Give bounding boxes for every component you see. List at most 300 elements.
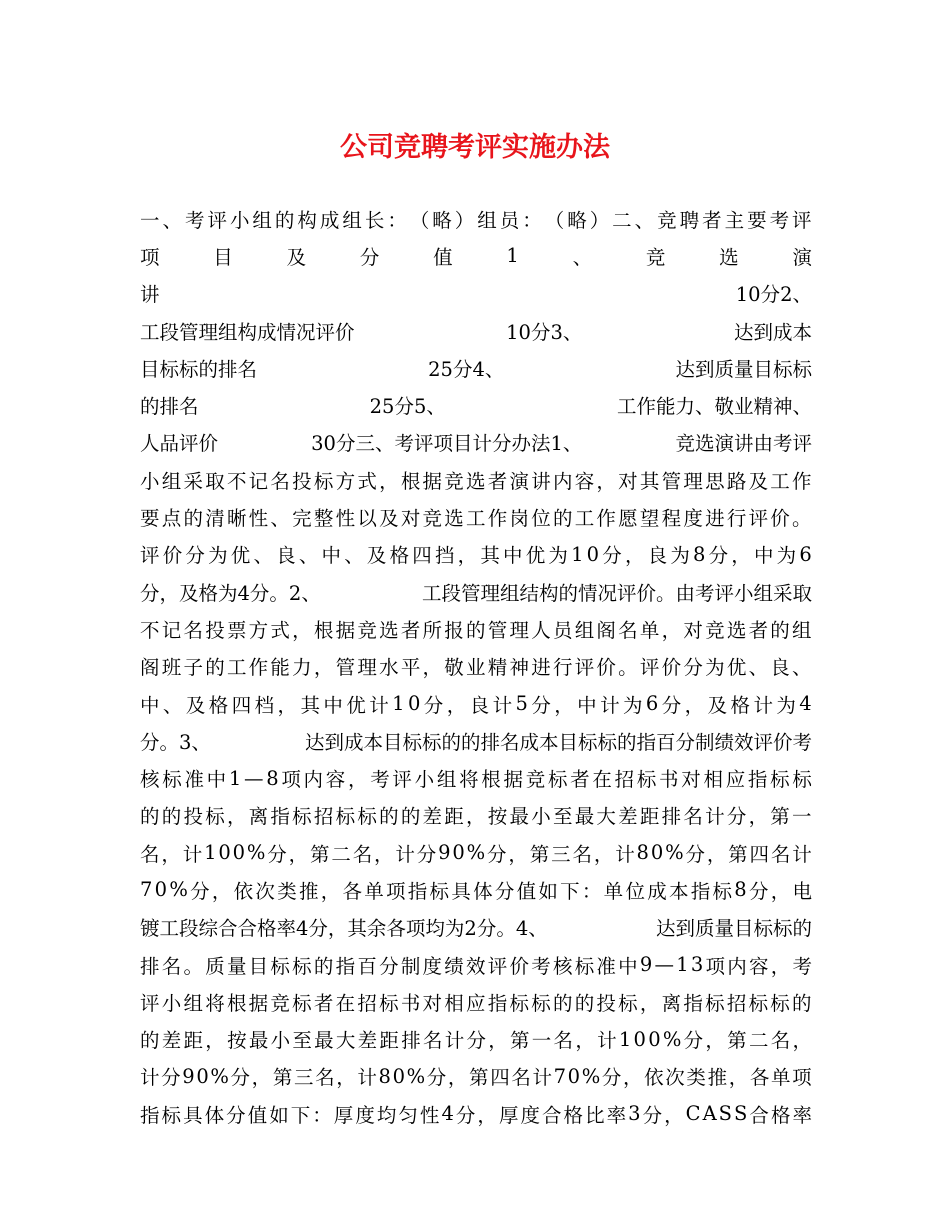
body-char: 考 bbox=[769, 208, 790, 232]
body-char: 四 bbox=[490, 1066, 510, 1090]
body-char: 0 bbox=[218, 841, 231, 865]
body-char: 最 bbox=[248, 1029, 269, 1053]
body-char: 百 bbox=[357, 954, 377, 978]
body-char: 计 bbox=[600, 693, 620, 717]
body-line bbox=[140, 871, 812, 908]
body-char: 项 bbox=[281, 768, 301, 792]
body-char: 其 bbox=[639, 469, 660, 493]
body-char: 名 bbox=[511, 1066, 531, 1090]
body-char: ， bbox=[508, 842, 528, 866]
body-char: 1 bbox=[618, 1027, 632, 1051]
body-char: 能 bbox=[270, 656, 290, 680]
document-body bbox=[140, 200, 812, 1132]
body-line bbox=[140, 685, 812, 722]
body-char: 书 bbox=[659, 768, 679, 792]
body-line bbox=[140, 946, 812, 983]
body-char: 具 bbox=[183, 1103, 203, 1127]
body-char: 招 bbox=[357, 991, 377, 1015]
body-char: 者 bbox=[400, 618, 421, 642]
body-char: 及 bbox=[707, 693, 728, 717]
body-char: 评 bbox=[748, 507, 769, 531]
body-char: 名 bbox=[270, 469, 290, 493]
body-char: 组 bbox=[183, 991, 203, 1015]
body-char: 大 bbox=[335, 1029, 356, 1053]
body-line bbox=[140, 237, 812, 274]
body-char: % bbox=[665, 841, 684, 865]
body-char: ， bbox=[288, 842, 309, 866]
body-char: 选 bbox=[726, 618, 747, 642]
body-char: 距 bbox=[379, 1029, 399, 1053]
body-char: 标 bbox=[379, 991, 399, 1015]
body-char: 分 bbox=[601, 1066, 622, 1090]
body-char: ： bbox=[522, 208, 542, 232]
body-char: 大 bbox=[596, 805, 616, 829]
body-char: 一 bbox=[531, 1029, 552, 1053]
body-char: 分 bbox=[683, 656, 703, 680]
body-char: 、 bbox=[748, 656, 769, 680]
body-char: 差 bbox=[618, 805, 638, 829]
body-line bbox=[140, 536, 812, 573]
body-char: 以 bbox=[357, 507, 377, 531]
body-char: 中 bbox=[321, 544, 342, 568]
body-char: 理 bbox=[509, 618, 529, 642]
body-char: 至 bbox=[292, 1029, 312, 1053]
body-char: 合 bbox=[749, 1103, 769, 1127]
body-segment: 竞 bbox=[645, 245, 666, 269]
body-char: 项 bbox=[705, 954, 726, 978]
body-char: 。 bbox=[618, 656, 638, 680]
body-char: 者 bbox=[570, 768, 590, 792]
body-char: 1 bbox=[204, 841, 217, 865]
body-char: 名 bbox=[572, 842, 592, 866]
body-char: 讲 bbox=[531, 469, 551, 493]
body-char: 的 bbox=[205, 656, 225, 680]
body-char: 标 bbox=[531, 991, 551, 1015]
body-char: 投 bbox=[205, 618, 225, 642]
body-char: 其 bbox=[480, 544, 500, 568]
body-char: 价 bbox=[596, 656, 616, 680]
body-char: 计 bbox=[615, 842, 635, 866]
body-char: 组 bbox=[792, 618, 812, 642]
body-char: 3 bbox=[628, 1102, 641, 1126]
body-char: 分 bbox=[494, 879, 515, 903]
body-char: 、 bbox=[634, 208, 655, 232]
body-char: 标 bbox=[292, 991, 312, 1015]
body-char: 位 bbox=[531, 507, 551, 531]
body-char: 格 bbox=[208, 693, 229, 717]
body-char: 作 bbox=[248, 656, 269, 680]
body-char: 主 bbox=[724, 208, 745, 232]
body-char: 的 bbox=[770, 618, 790, 642]
body-char: 如 bbox=[538, 879, 558, 903]
body-char: 指 bbox=[747, 768, 768, 792]
body-line bbox=[140, 424, 812, 461]
body-char: 项 bbox=[386, 879, 406, 903]
body-line bbox=[140, 498, 812, 535]
body-char: 目 bbox=[248, 954, 269, 978]
body-char: 标 bbox=[357, 805, 377, 829]
body-char: ， bbox=[623, 1066, 643, 1090]
body-char: 、 bbox=[162, 208, 182, 232]
body-char: 所 bbox=[422, 618, 443, 642]
body-char: 0 bbox=[392, 1064, 405, 1088]
body-char: 分 bbox=[190, 879, 210, 903]
body-char: 值 bbox=[247, 1103, 268, 1127]
body-char: 小 bbox=[531, 805, 551, 829]
body-char: 项 bbox=[792, 1066, 812, 1090]
body-char: 准 bbox=[184, 768, 204, 792]
body-char: 标 bbox=[636, 768, 657, 792]
body-char: 0 bbox=[196, 1064, 209, 1088]
body-char: 二 bbox=[748, 1029, 769, 1053]
body-char: 及 bbox=[185, 693, 206, 717]
body-char: 为 bbox=[548, 544, 568, 568]
body-char: 对 bbox=[422, 991, 443, 1015]
body-char: 1 bbox=[676, 953, 689, 977]
body-segment: 讲 bbox=[140, 283, 160, 307]
body-char: 中 bbox=[753, 544, 774, 568]
body-char: 8 bbox=[636, 841, 649, 865]
body-char: 名 bbox=[315, 1066, 335, 1090]
body-char: 名 bbox=[183, 618, 203, 642]
body-char: 二 bbox=[331, 842, 351, 866]
body-char: 在 bbox=[335, 991, 356, 1015]
body-char: 的 bbox=[183, 507, 203, 531]
body-char: 分 bbox=[426, 1066, 447, 1090]
body-char: 选 bbox=[379, 618, 399, 642]
body-char: 5 bbox=[515, 692, 528, 715]
body-char: 者 bbox=[702, 208, 722, 232]
body-line bbox=[140, 386, 812, 423]
body-char: 长 bbox=[364, 208, 385, 232]
body-char: 具 bbox=[451, 879, 471, 903]
body-char: 格 bbox=[770, 1103, 791, 1127]
body-line bbox=[140, 722, 812, 759]
body-char: 根 bbox=[400, 469, 421, 493]
body-char: ， bbox=[292, 618, 312, 642]
body-char: 。 bbox=[183, 954, 203, 978]
body-line bbox=[140, 349, 812, 386]
body-char: 中 bbox=[140, 693, 160, 717]
body-char: % bbox=[169, 878, 188, 902]
body-char: 第 bbox=[309, 842, 330, 866]
body-char: 工 bbox=[574, 507, 595, 531]
body-char: 0 bbox=[407, 692, 421, 715]
body-segment: 值 bbox=[433, 245, 453, 269]
body-char: 指 bbox=[335, 954, 356, 978]
body-char: 聘 bbox=[679, 208, 700, 232]
body-char: 率 bbox=[606, 1103, 627, 1127]
body-char: 、 bbox=[270, 507, 290, 531]
body-char: ， bbox=[731, 544, 751, 568]
body-char: % bbox=[406, 1064, 426, 1088]
body-char: ， bbox=[477, 1103, 497, 1127]
body-char: 竞 bbox=[705, 618, 725, 642]
body-char: 作 bbox=[596, 507, 616, 531]
body-char: 标 bbox=[770, 768, 790, 792]
body-char: 略 bbox=[567, 208, 587, 232]
body-char: % bbox=[210, 1064, 229, 1088]
body-char: 分 bbox=[466, 1029, 486, 1053]
body-char: 根 bbox=[226, 991, 247, 1015]
body-char: 作 bbox=[487, 507, 508, 531]
body-char: 体 bbox=[204, 1103, 225, 1127]
body-char: 名 bbox=[161, 954, 182, 978]
body-char: 各 bbox=[749, 1066, 770, 1090]
body-char: 阁 bbox=[140, 656, 160, 680]
body-char: 计 bbox=[792, 842, 812, 866]
body-char: 思 bbox=[705, 469, 725, 493]
body-char: 制 bbox=[400, 954, 421, 978]
body-char: 度 bbox=[683, 507, 703, 531]
body-char: 者 bbox=[487, 469, 508, 493]
body-line bbox=[140, 1021, 812, 1058]
body-char: 内 bbox=[552, 469, 573, 493]
body-char: 工 bbox=[770, 469, 790, 493]
body-char: 标 bbox=[205, 805, 225, 829]
body-char: ， bbox=[211, 879, 232, 903]
body-segment: 工作能力、敬业精神、 bbox=[616, 395, 812, 419]
body-char: 的 bbox=[379, 805, 399, 829]
body-char: 量 bbox=[226, 954, 247, 978]
body-char: 第 bbox=[727, 1029, 747, 1053]
body-char: 9 bbox=[639, 953, 653, 977]
body-char: 要 bbox=[140, 507, 160, 531]
body-char: 敬 bbox=[444, 656, 464, 680]
body-char: 中 bbox=[577, 693, 597, 717]
body-char: 推 bbox=[707, 1066, 728, 1090]
body-char: 良 bbox=[647, 544, 668, 568]
body-char: 匀 bbox=[398, 1103, 418, 1127]
body-char: 程 bbox=[661, 507, 682, 531]
body-char: 及 bbox=[379, 507, 399, 531]
body-line bbox=[140, 648, 812, 685]
body-char: % bbox=[581, 1064, 601, 1088]
body-char: 组 bbox=[161, 469, 182, 493]
body-char: 的 bbox=[161, 805, 182, 829]
body-char: ： bbox=[581, 879, 602, 903]
body-char: 类 bbox=[277, 879, 297, 903]
body-char: 1 bbox=[228, 766, 242, 790]
body-char: 员 bbox=[552, 618, 573, 642]
body-char: 标 bbox=[313, 469, 334, 493]
body-char: 单 bbox=[639, 618, 660, 642]
body-char: ， bbox=[277, 693, 298, 717]
body-segment: 工段管理组构成情况评价 bbox=[140, 320, 355, 344]
body-char: 子 bbox=[183, 656, 203, 680]
body-char: 0 bbox=[567, 1064, 581, 1088]
body-char: 组 bbox=[252, 208, 272, 232]
body-char: ， bbox=[457, 544, 478, 568]
body-char: 员 bbox=[499, 208, 520, 232]
body-char: 书 bbox=[400, 991, 421, 1015]
body-char: 进 bbox=[705, 507, 725, 531]
body-char: 四 bbox=[231, 693, 252, 717]
body-char: 名 bbox=[553, 1029, 574, 1053]
body-char: 者 bbox=[748, 618, 769, 642]
body-char: 为 bbox=[776, 693, 796, 717]
body-char: 标 bbox=[792, 768, 812, 792]
body-char: 0 bbox=[452, 841, 465, 865]
body-char: 标 bbox=[574, 954, 595, 978]
body-char: ， bbox=[226, 805, 247, 829]
body-char: ， bbox=[379, 469, 399, 493]
body-char: 略 bbox=[432, 208, 452, 232]
body-segment: 演 bbox=[792, 245, 812, 269]
body-char: 选 bbox=[444, 507, 464, 531]
body-char: 按 bbox=[227, 1029, 247, 1053]
body-char: 业 bbox=[466, 656, 486, 680]
body-char: 不 bbox=[226, 469, 247, 493]
body-char: 神 bbox=[509, 656, 529, 680]
body-char: 、 bbox=[298, 544, 319, 568]
body-char: 竞 bbox=[357, 618, 377, 642]
body-char: 厚 bbox=[498, 1103, 519, 1127]
body-char: 绩 bbox=[444, 954, 464, 978]
body-char: 率 bbox=[792, 1103, 812, 1127]
body-char: ， bbox=[684, 693, 705, 717]
body-char: 选 bbox=[466, 469, 486, 493]
body-char: ， bbox=[347, 768, 368, 792]
body-char: 组 bbox=[574, 618, 595, 642]
body-char: 考 bbox=[531, 954, 551, 978]
body-char: 计 bbox=[753, 693, 773, 717]
body-segment: 达到成本目标标的的排名成本目标标的指百分制绩效评价考 bbox=[304, 730, 812, 754]
body-char: 合 bbox=[542, 1103, 562, 1127]
body-char: 分 bbox=[455, 1103, 476, 1127]
body-char: 内 bbox=[727, 954, 747, 978]
body-char: 下 bbox=[290, 1103, 311, 1127]
body-char: 一 bbox=[140, 208, 160, 232]
body-line bbox=[140, 275, 812, 312]
body-char: 岗 bbox=[509, 507, 529, 531]
body-char: 根 bbox=[481, 768, 501, 792]
body-char: 计 bbox=[705, 805, 725, 829]
body-char: 良 bbox=[276, 544, 296, 568]
body-char: ， bbox=[639, 991, 660, 1015]
body-char: 评 bbox=[487, 954, 508, 978]
body-char: 标 bbox=[335, 805, 356, 829]
body-char: 为 bbox=[623, 693, 643, 717]
body-char: 距 bbox=[444, 805, 464, 829]
body-char: 度 bbox=[355, 1103, 375, 1127]
body-char: 价 bbox=[162, 544, 183, 568]
body-char: ， bbox=[422, 656, 443, 680]
body-char: 0 bbox=[648, 1027, 661, 1051]
body-char: 指 bbox=[683, 991, 703, 1015]
body-char: 成 bbox=[647, 879, 667, 903]
body-char: 竞 bbox=[657, 208, 677, 232]
body-line bbox=[140, 1095, 812, 1132]
body-char: 招 bbox=[614, 768, 635, 792]
body-char: 格 bbox=[389, 544, 410, 568]
body-char: % bbox=[246, 841, 266, 865]
body-char: 取 bbox=[205, 469, 225, 493]
body-char: 差 bbox=[357, 1029, 378, 1053]
body-segment: 达到质量目标标 bbox=[675, 357, 812, 381]
body-char: ， bbox=[728, 1066, 749, 1090]
body-char: 分 bbox=[226, 1103, 246, 1127]
body-line bbox=[140, 834, 812, 871]
body-char: 价 bbox=[509, 954, 529, 978]
body-char: 理 bbox=[357, 656, 377, 680]
body-char: 依 bbox=[233, 879, 254, 903]
body-char: 第 bbox=[469, 1066, 489, 1090]
body-char: 的 bbox=[313, 954, 334, 978]
body-segment: 分。3、 bbox=[140, 730, 211, 754]
body-char: 晰 bbox=[226, 507, 247, 531]
body-char: 为 bbox=[776, 544, 797, 568]
body-char: 离 bbox=[248, 805, 269, 829]
body-char: 分 bbox=[487, 842, 507, 866]
body-char: 名 bbox=[422, 1029, 443, 1053]
body-segment: 的排名 bbox=[140, 395, 199, 419]
document-title: 公司竞聘考评实施办法 bbox=[340, 132, 610, 163]
body-char: 标 bbox=[712, 879, 733, 903]
body-char: 名 bbox=[770, 842, 791, 866]
body-char: 小 bbox=[270, 1029, 291, 1053]
body-char: 4 bbox=[799, 692, 812, 715]
body-char: 指 bbox=[140, 1103, 160, 1127]
body-char: 记 bbox=[161, 618, 182, 642]
body-char: 精 bbox=[487, 656, 508, 680]
body-char: 价 bbox=[770, 507, 790, 531]
body-char: 三 bbox=[293, 1066, 314, 1090]
body-char: 方 bbox=[248, 618, 269, 642]
body-char: 一 bbox=[792, 805, 812, 829]
body-char: 7 bbox=[140, 878, 153, 902]
body-char: ， bbox=[313, 656, 334, 680]
body-char: ， bbox=[447, 1066, 468, 1090]
body-char: 分 bbox=[416, 842, 437, 866]
body-char: 成 bbox=[319, 208, 340, 232]
body-segment: 及 bbox=[286, 245, 307, 269]
body-char: 9 bbox=[182, 1064, 195, 1088]
body-char: 7 bbox=[553, 1064, 567, 1088]
body-char: 计 bbox=[492, 693, 513, 717]
body-char: ， bbox=[705, 1029, 725, 1053]
body-char: 次 bbox=[255, 879, 275, 903]
body-char: 分 bbox=[267, 842, 287, 866]
body-char: ， bbox=[664, 1103, 684, 1127]
body-char: 评 bbox=[207, 208, 227, 232]
body-char: 、 bbox=[162, 693, 183, 717]
body-char: 构 bbox=[297, 208, 317, 232]
body-char: 分 bbox=[748, 879, 769, 903]
body-char: 质 bbox=[205, 954, 225, 978]
body-char: 竞 bbox=[525, 768, 546, 792]
body-char: 竞 bbox=[444, 469, 464, 493]
body-char: 为 bbox=[670, 544, 690, 568]
body-char: 容 bbox=[749, 954, 769, 978]
body-char: 采 bbox=[183, 469, 203, 493]
body-char: 位 bbox=[625, 879, 645, 903]
body-char: 指 bbox=[690, 879, 711, 903]
body-char: 路 bbox=[726, 469, 747, 493]
body-char: 及 bbox=[366, 544, 387, 568]
body-char: % bbox=[662, 1027, 682, 1051]
body-char: 核 bbox=[552, 954, 573, 978]
body-char: 工 bbox=[226, 656, 247, 680]
body-char: 距 bbox=[639, 805, 660, 829]
body-char: 竞 bbox=[270, 991, 290, 1015]
body-char: 标 bbox=[705, 991, 725, 1015]
body-char: 挡 bbox=[434, 544, 455, 568]
body-char: 优 bbox=[726, 656, 747, 680]
body-char: 投 bbox=[292, 469, 312, 493]
body-char: 标 bbox=[270, 954, 290, 978]
body-char: 小 bbox=[161, 991, 182, 1015]
